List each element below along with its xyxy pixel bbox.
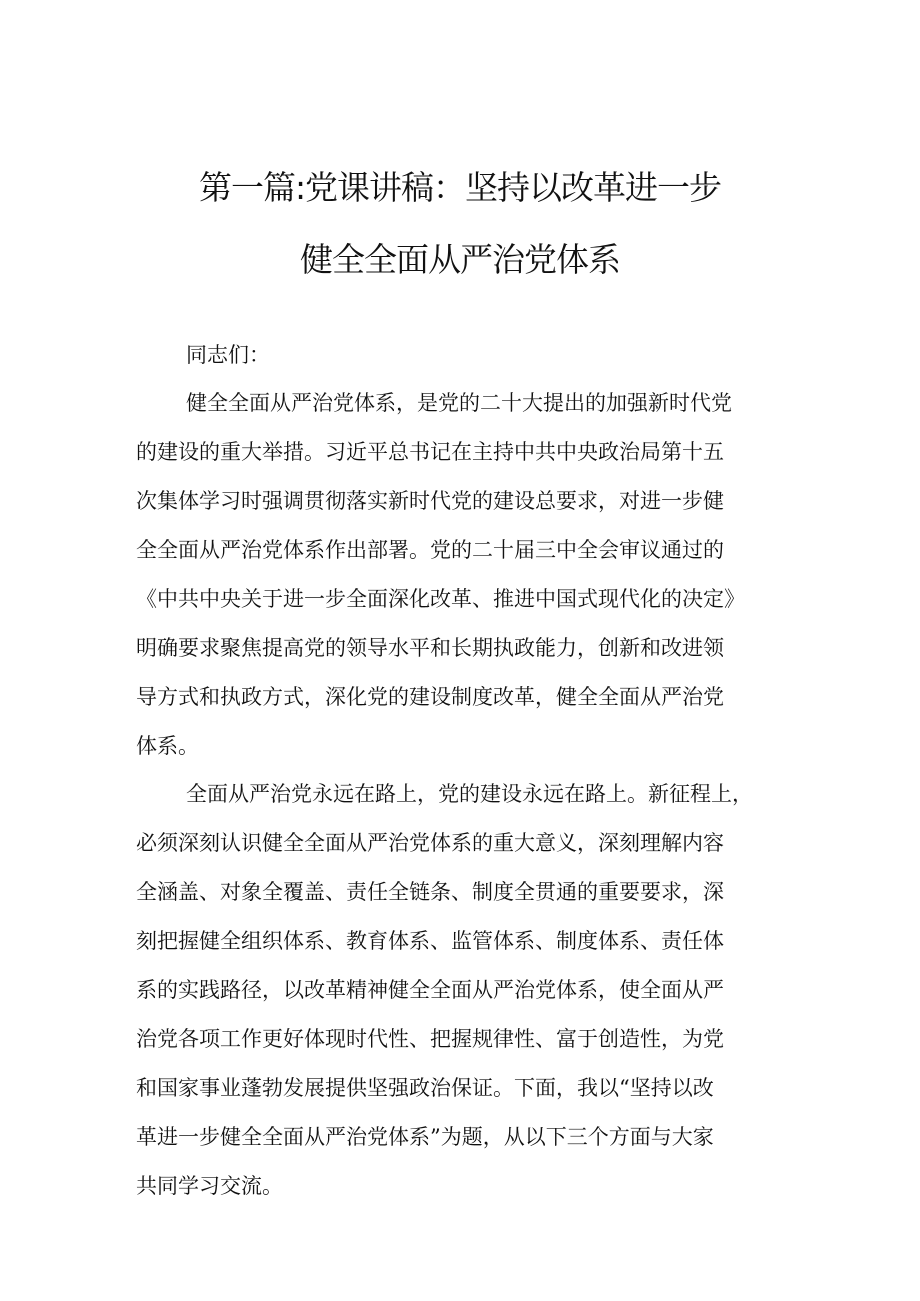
document-title-line-1: 第一篇:党课讲稿：坚持以改革进一步 (198, 168, 722, 207)
paragraph-2-line: 全涵盖、对象全覆盖、责任全链条、制度全贯通的重要要求，深 (136, 880, 724, 904)
paragraph-2-line: 全面从严治党永远在路上，党的建设永远在路上。新征程上， (186, 782, 753, 806)
paragraph-1-line: 体系。 (136, 734, 199, 758)
paragraph-1-line: 《中共中央关于进一步全面深化改革、推进中国式现代化的决定》 (136, 587, 745, 611)
paragraph-1-line: 的建设的重大举措。习近平总书记在主持中共中央政治局第十五 (136, 440, 724, 464)
paragraph-2-line: 系的实践路径，以改革精神健全全面从严治党体系，使全面从严 (136, 978, 724, 1002)
paragraph-1-line: 次集体学习时强调贯彻落实新时代党的建设总要求，对进一步健 (136, 489, 724, 513)
paragraph-1-line: 导方式和执政方式，深化党的建设制度改革，健全全面从严治党 (136, 685, 724, 709)
paragraph-2-line: 治党各项工作更好体现时代性、把握规律性、富于创造性，为党 (136, 1027, 724, 1051)
paragraph-1-line: 健全全面从严治党体系，是党的二十大提出的加强新时代党 (186, 391, 732, 415)
paragraph-2-line: 必须深刻认识健全全面从严治党体系的重大意义，深刻理解内容 (136, 831, 724, 855)
paragraph-2-line: 共同学习交流。 (136, 1174, 283, 1198)
paragraph-2-line: 和国家事业蓬勃发展提供坚强政治保证。下面，我以“坚持以改 (136, 1076, 714, 1100)
paragraph-2-line: 刻把握健全组织体系、教育体系、监管体系、制度体系、责任体 (136, 929, 724, 953)
document-title-line-2: 健全全面从严治党体系 (300, 240, 620, 279)
salutation: 同志们： (186, 343, 270, 367)
paragraph-1-line: 全全面从严治党体系作出部署。党的二十届三中全会审议通过的 (136, 538, 724, 562)
paragraph-1-line: 明确要求聚焦提高党的领导水平和长期执政能力，创新和改进领 (136, 636, 724, 660)
paragraph-2-line: 革进一步健全全面从严治党体系”为题，从以下三个方面与大家 (136, 1125, 714, 1149)
